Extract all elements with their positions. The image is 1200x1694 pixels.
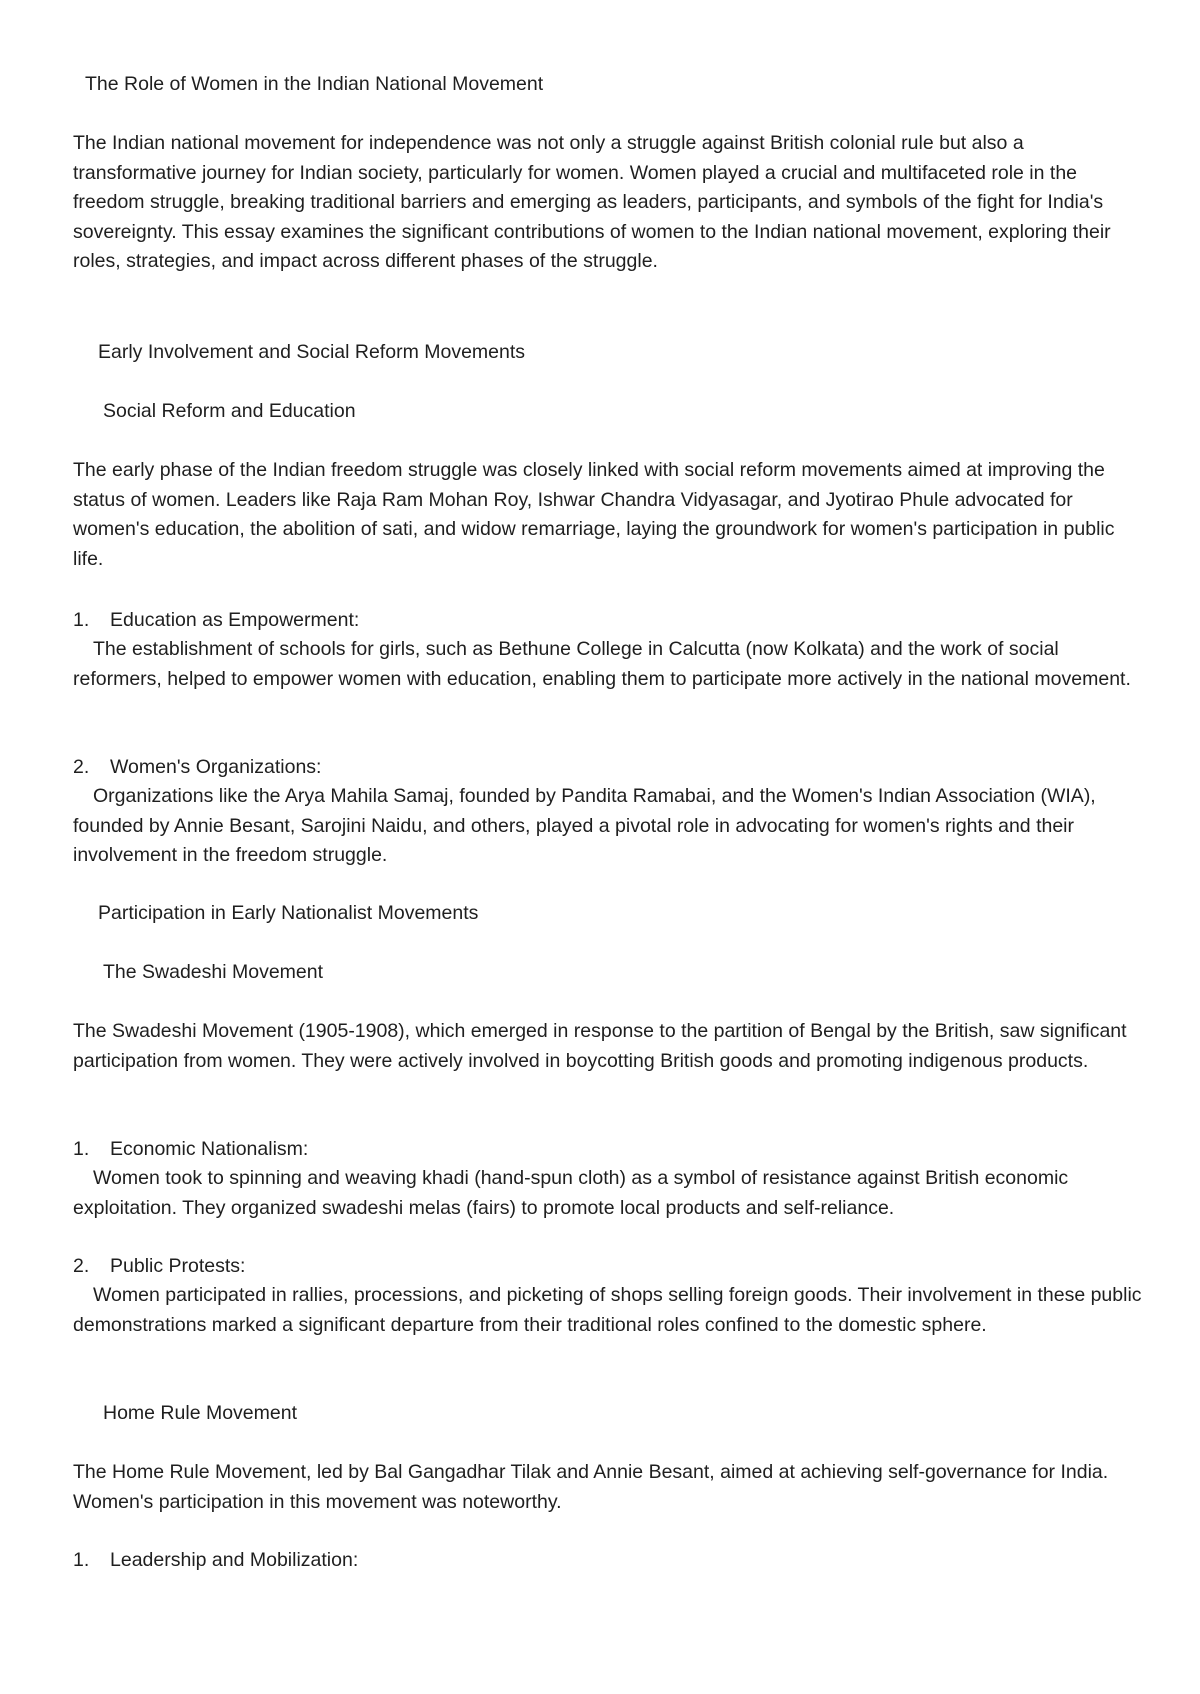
subsection-heading-home-rule: Home Rule Movement xyxy=(103,1402,297,1424)
list-item-number: 2. xyxy=(73,756,90,778)
list-item-label: Education as Empowerment: xyxy=(110,609,360,631)
list-item-number: 1. xyxy=(73,1549,90,1571)
list-item-heading xyxy=(73,753,1148,783)
list-item-label: Public Protests: xyxy=(110,1255,246,1277)
document-title: The Role of Women in the Indian National Movement xyxy=(85,73,544,95)
list-item-heading xyxy=(73,1546,1148,1576)
home-rule-paragraph: The Home Rule Movement, led by Bal Gangadhar Tilak and Annie Besant, aimed at achieving self-governance for India. Women's participation in this movement was noteworthy. xyxy=(73,1461,1109,1513)
list-item-text: Organizations like the Arya Mahila Samaj, founded by Pandita Ramabai, and the Women's Indian Association (WIA), founded by Annie Besant, Sarojini Naidu, and others, played a pivotal role in advocating for women's rights and their involvement in the freedom struggle. xyxy=(73,785,1096,866)
social-reform-paragraph: The early phase of the Indian freedom struggle was closely linked with social reform movements aimed at improving the status of women. Leaders like Raja Ram Mohan Roy, Ishwar Chandra Vidyasagar, and Jyotirao Phule advocated for women's education, the abolition of sati, and widow remarriage, laying the groundwork for women's participation in public life. xyxy=(73,459,1115,570)
list-item-label: Leadership and Mobilization: xyxy=(110,1549,359,1571)
list-item-number: 1. xyxy=(73,609,90,631)
list-item-text: The establishment of schools for girls, such as Bethune College in Calcutta (now Kolkata) and the work of social reformers, helped to empower women with education, enabling them to participate more actively in the national movement. xyxy=(73,638,1131,690)
subsection-heading-swadeshi: The Swadeshi Movement xyxy=(103,961,324,983)
list-item-label: Women's Organizations: xyxy=(110,756,322,778)
list-item-number: 2. xyxy=(73,1255,90,1277)
list-item-number: 1. xyxy=(73,1138,90,1160)
swadeshi-paragraph: The Swadeshi Movement (1905-1908), which emerged in response to the partition of Bengal by the British, saw significant participation from women. They were actively involved in boycotting British goods and promoting indigenous products. xyxy=(73,1020,1127,1072)
list-item-heading xyxy=(73,1252,1148,1282)
list-item-text: Women participated in rallies, processions, and picketing of shops selling foreign goods. Their involvement in these public demonstrations marked a significant departure from their traditional roles confined to the domestic sphere. xyxy=(73,1284,1142,1336)
section-heading-early-involvement: Early Involvement and Social Reform Movements xyxy=(98,341,526,363)
intro-paragraph: The Indian national movement for independence was not only a struggle against British colonial rule but also a transformative journey for Indian society, particularly for women. Women played a crucial and multifaceted role in the freedom struggle, breaking traditional barriers and emerging as leaders, participants, and symbols of the fight for India's sovereignty. This essay examines the significant contributions of women to the Indian national movement, exploring their roles, strategies, and impact across different phases of the struggle. xyxy=(73,132,1111,272)
list-item-heading xyxy=(73,1135,1148,1165)
subsection-heading-social-reform: Social Reform and Education xyxy=(103,400,356,422)
list-item-heading xyxy=(73,606,1148,636)
section-heading-early-nationalist: Participation in Early Nationalist Movements xyxy=(98,902,479,924)
list-item-label: Economic Nationalism: xyxy=(110,1138,309,1160)
list-item-text: Women took to spinning and weaving khadi (hand-spun cloth) as a symbol of resistance against British economic exploitation. They organized swadeshi melas (fairs) to promote local products and self-reliance. xyxy=(73,1167,1069,1219)
